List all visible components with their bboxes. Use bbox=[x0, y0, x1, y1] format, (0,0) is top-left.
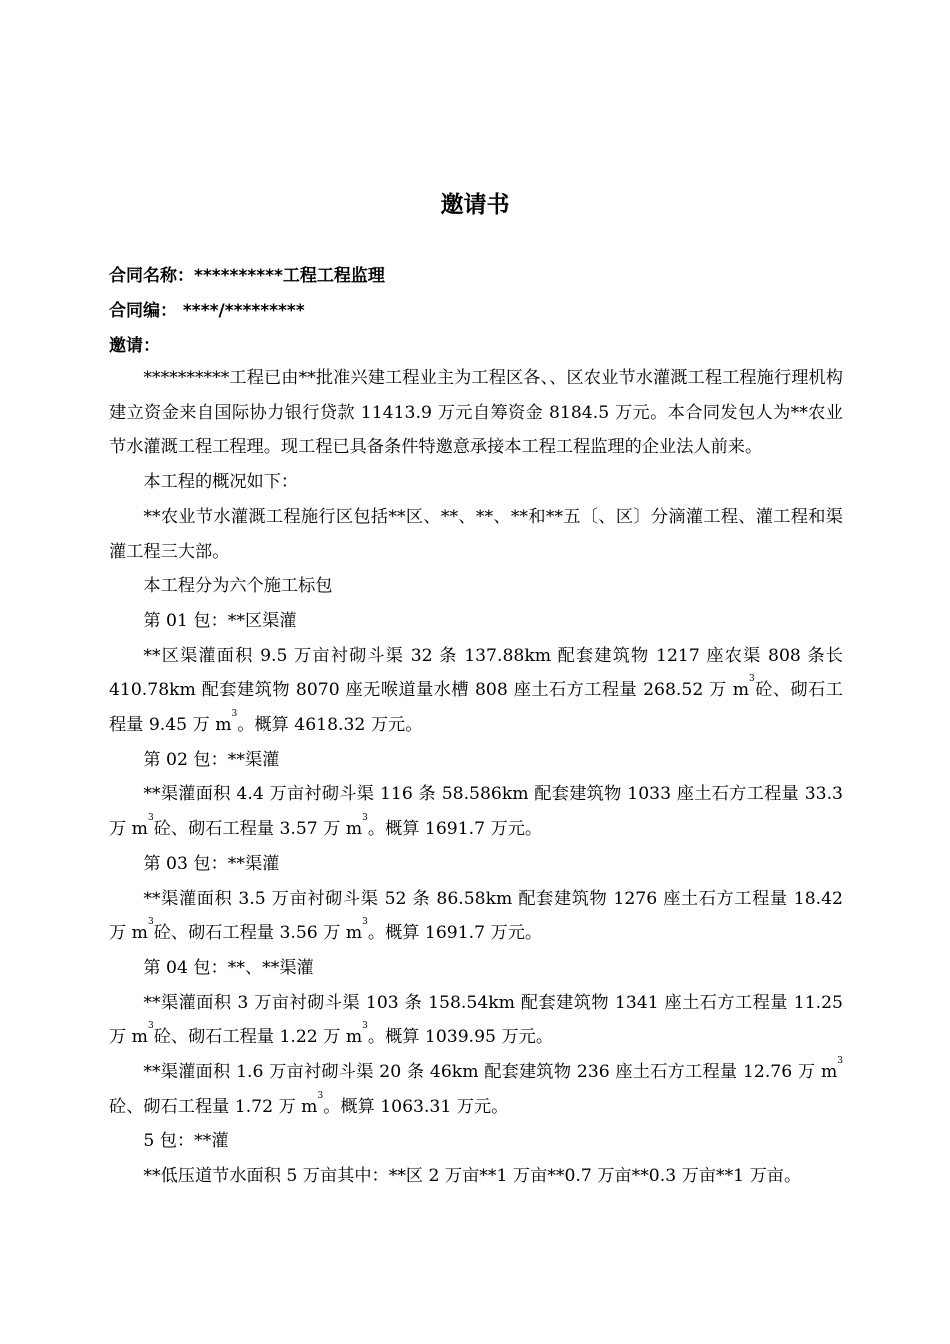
package-05-heading: 5 包：**灌 bbox=[143, 1131, 229, 1152]
package-04-detail-b: **渠灌面积 1.6 万亩衬砌斗渠 20 条 46km 配套建筑物 236 座土石方工程量 12.76 万 $m^3$砼、砌石工程量 1.72 万 $m^3$。概算 1063.31 万元。 bbox=[109, 1056, 843, 1117]
contract-number-value: ****/********* bbox=[182, 301, 305, 321]
contract-number-label: 合同编： bbox=[109, 301, 177, 321]
package-03-detail: **渠灌面积 3.5 万亩衬砌斗渠 52 条 86.58km 配套建筑物 1276 座土石方工程量 18.42 万 $m^3$砼、砌石工程量 3.56 万 $m^3$。概算 1691.7 万元。 bbox=[109, 888, 843, 944]
package-05-detail: **低压道节水面积 5 万亩其中：**区 2 万亩**1 万亩**0.7 万亩**0.3 万亩**1 万亩。 bbox=[143, 1166, 802, 1187]
paragraph-overview-heading: 本工程的概况如下： bbox=[143, 472, 299, 493]
contract-name-label: 合同名称： bbox=[109, 266, 194, 286]
package-01-detail: **区渠灌面积 9.5 万亩衬砌斗渠 32 条 137.88km 配套建筑物 1217 座农渠 808 条长 410.78km 配套建筑物 8070 座无喉道量水槽 808 座土石方工程量 268.52 万 $m^3$砼、砌石工程量 9.45 万 $m^3$。概算 4618.32 万元。 bbox=[109, 645, 843, 736]
package-03-heading: 第 03 包：**渠灌 bbox=[143, 853, 280, 874]
document-body bbox=[109, 361, 843, 1194]
contract-number-line bbox=[109, 296, 305, 321]
package-02-heading: 第 02 包：**渠灌 bbox=[143, 749, 280, 770]
paragraph-intro: **********工程已由**批准兴建工程业主为工程区各、、区农业节水灌溉工程工程施行理机构建立资金来自国际协力银行贷款 11413.9 万元自筹资金 8184.5 万元。本合同发包人为**农业节水灌溉工程工程理。现工程已具备条件特邀意承接本工程工程监理的企业法人前来。 bbox=[109, 368, 843, 458]
document-title: 邀请书 bbox=[440, 192, 510, 218]
contract-name-line bbox=[109, 261, 385, 286]
package-04-detail-a: **渠灌面积 3 万亩衬砌斗渠 103 条 158.54km 配套建筑物 1341 座土石方工程量 11.25 万 $m^3$砼、砌石工程量 1.22 万 $m^3$。概算 1039.95 万元。 bbox=[109, 992, 843, 1048]
paragraph-packages: 本工程分为六个施工标包 bbox=[143, 576, 333, 597]
invite-label: 邀请： bbox=[109, 336, 160, 356]
package-01-heading: 第 01 包：**区渠灌 bbox=[143, 610, 297, 631]
package-02-detail: **渠灌面积 4.4 万亩衬砌斗渠 116 条 58.586km 配套建筑物 1033 座土石方工程量 33.3 万 $m^3$砼、砌石工程量 3.57 万 $m^3$。概算 1691.7 万元。 bbox=[109, 784, 843, 840]
package-04-heading: 第 04 包：**、**渠灌 bbox=[143, 957, 314, 978]
paragraph-scope: **农业节水灌溉工程施行区包括**区、**、**、**和**五〔、区〕分滴灌工程、灌工程和渠灌工程三大部。 bbox=[109, 506, 843, 562]
contract-name-value: **********工程工程监理 bbox=[194, 266, 385, 286]
